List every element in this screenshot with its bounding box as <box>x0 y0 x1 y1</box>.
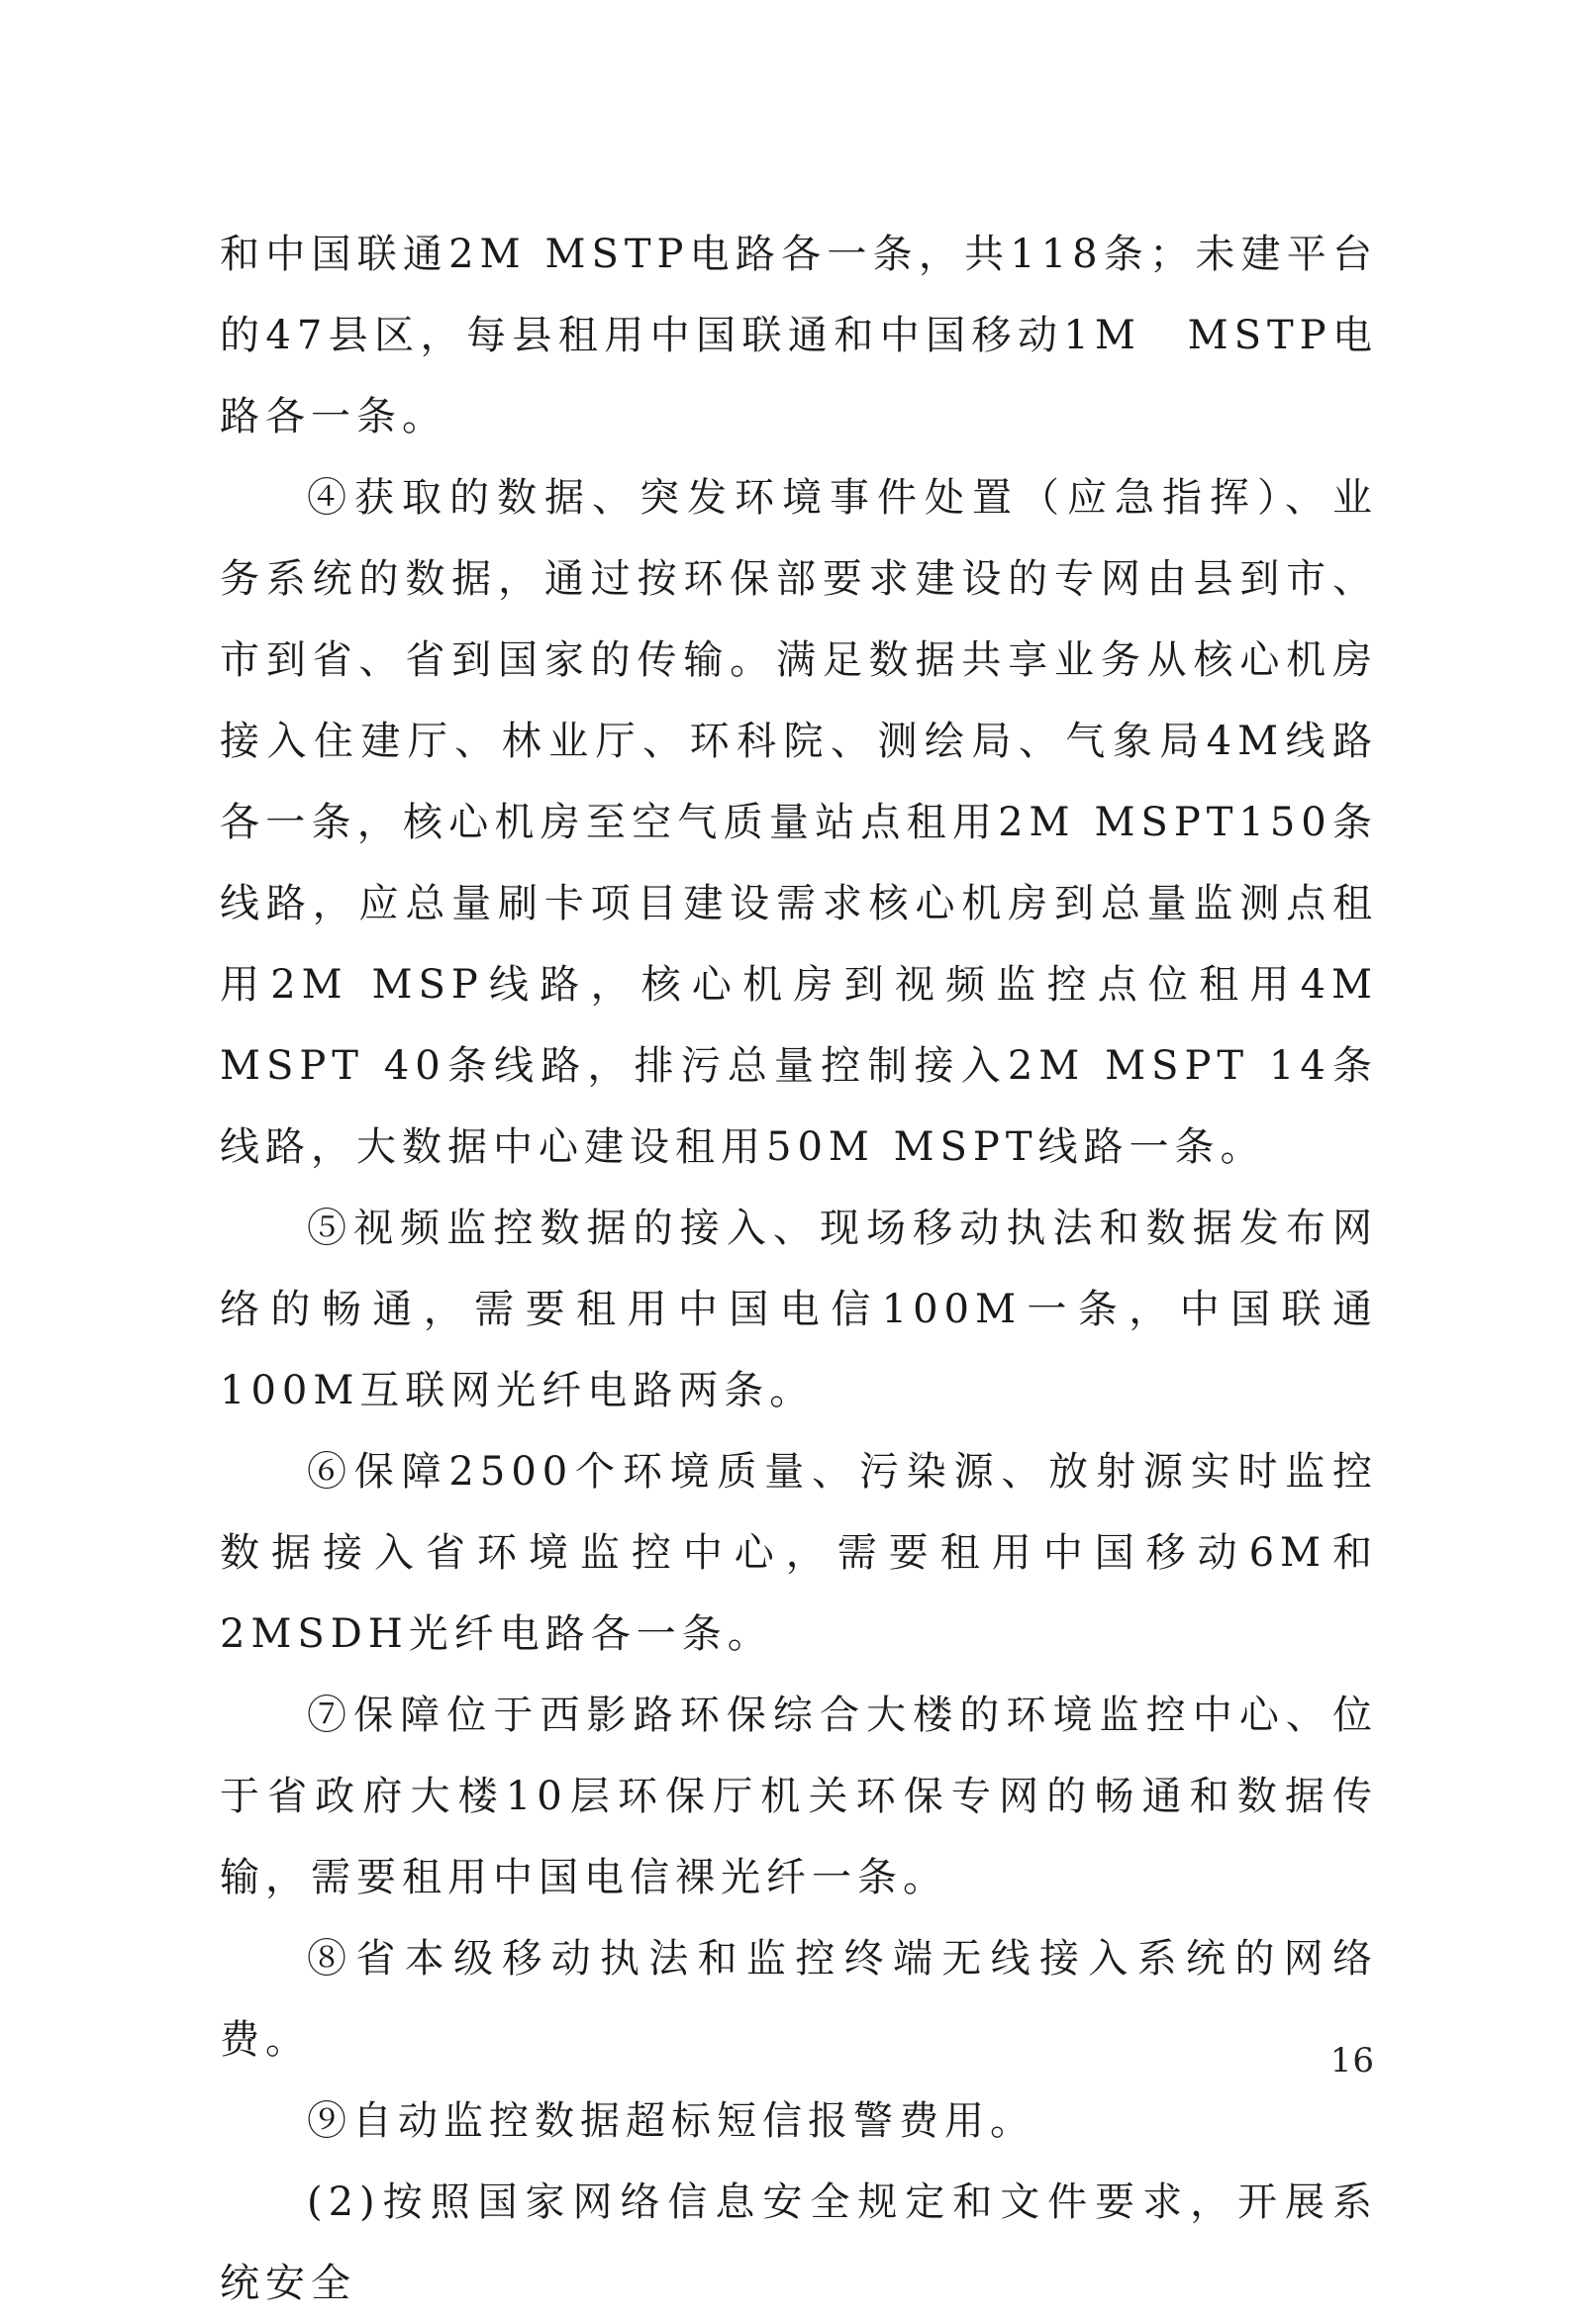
body-text <box>220 214 1378 2324</box>
page-number: 16 <box>1329 2041 1375 2081</box>
paragraph-section-2: (2)按照国家网络信息安全规定和文件要求，开展系统安全 <box>220 2179 1378 2306</box>
paragraph-item-6: ⑥保障2500个环境质量、污染源、放射源实时监控数据接入省环境监控中心，需要租用中国移动6M和2MSDH光纤电路各一条。 <box>220 1449 1378 1657</box>
paragraph-item-9: ⑨自动监控数据超标短信报警费用。 <box>307 2098 1035 2144</box>
paragraph-item-7: ⑦保障位于西影路环保综合大楼的环境监控中心、位于省政府大楼10层环保厅机关环保专网的畅通和数据传输，需要租用中国电信裸光纤一条。 <box>220 1693 1378 1900</box>
paragraph-item-4: ④获取的数据、突发环境事件处置（应急指挥）、业务系统的数据，通过按环保部要求建设的专网由县到市、市到省、省到国家的传输。满足数据共享业务从核心机房接入住建厅、林业厅、环科院、测绘局、气象局4M线路各一条，核心机房至空气质量站点租用2M MSPT150条线路，应总量刷卡项目建设需求核心机房到总量监测点租用2M MSP线路，核心机房到视频监控点位租用4M MSPT 40条线路，排污总量控制接入2M MSPT 14条线路，大数据中心建设租用50M MSPT线路一条。 <box>220 475 1378 1170</box>
paragraph-item-5: ⑤视频监控数据的接入、现场移动执法和数据发布网络的畅通，需要租用中国电信100M一条，中国联通100M互联网光纤电路两条。 <box>220 1206 1378 1413</box>
paragraph-item-8: ⑧省本级移动执法和监控终端无线接入系统的网络费。 <box>220 1936 1378 2063</box>
paragraph-continuation: 和中国联通2M MSTP电路各一条，共118条；未建平台的47县区，每县租用中国联通和中国移动1M MSTP电路各一条。 <box>220 232 1378 439</box>
